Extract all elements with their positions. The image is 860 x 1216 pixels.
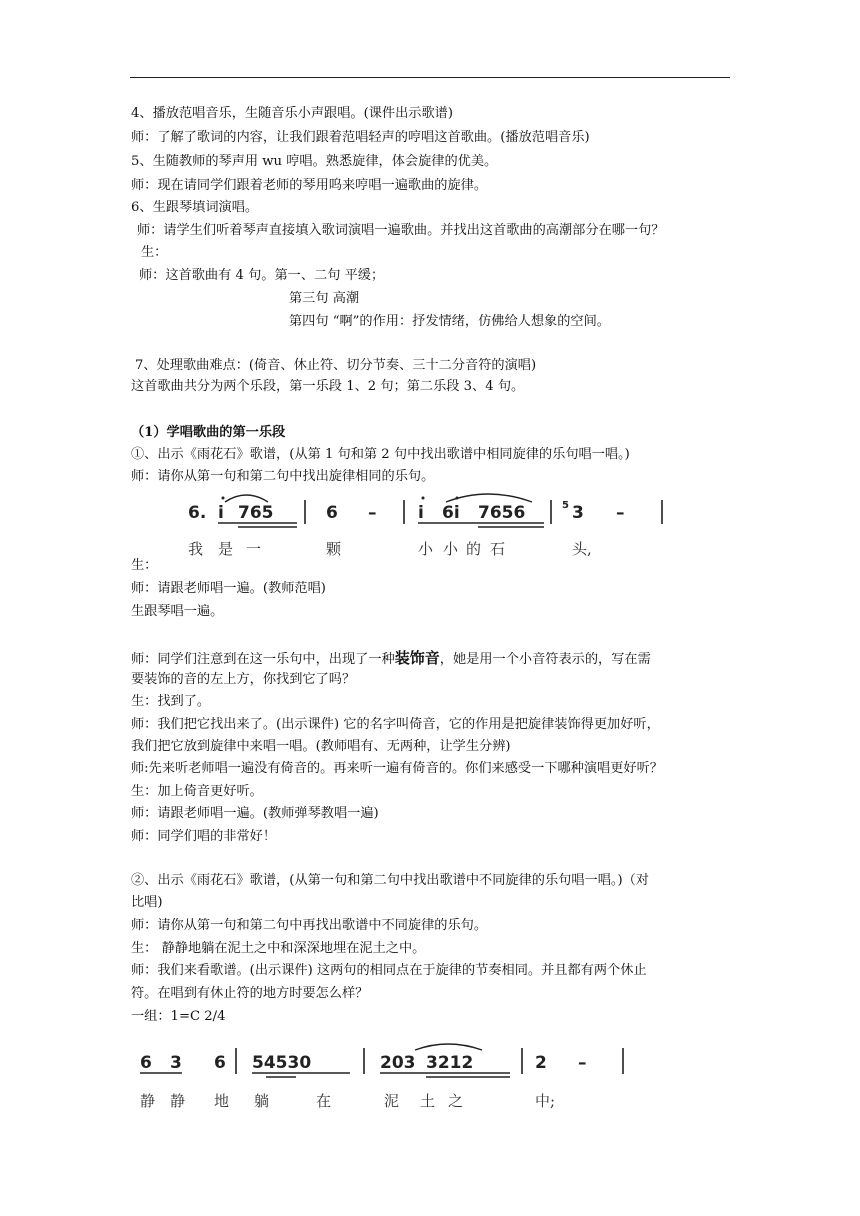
student-line: 生：找到了。 xyxy=(131,694,211,709)
lyric: 头, xyxy=(572,540,592,558)
teacher-line: 符。在唱到有休止符的地方时要怎么样？ xyxy=(131,986,369,1001)
note-dash: – xyxy=(368,503,377,523)
student-line: 生： 静静地躺在泥土之中和深深地埋在泥土之中。 xyxy=(131,941,426,956)
note-3: 3 xyxy=(170,1053,182,1073)
lyric: 静 xyxy=(170,1092,186,1110)
ornament-term: 装饰音 xyxy=(394,649,440,667)
teacher-line: 师：同学们唱的非常好！ xyxy=(131,829,277,844)
note-6i: 6i xyxy=(442,503,460,523)
teacher-line: 师：我们来看歌谱。(出示课件) 这两句的相同点在于旋律的节奏相同。并且都有两个休止 xyxy=(131,963,647,978)
note-dash: – xyxy=(578,1053,587,1073)
teacher-line: 师：请跟老师唱一遍。(教师弹琴教唱一遍) xyxy=(131,806,379,821)
teacher-line: 师:先来听老师唱一遍没有倚音的。再来听一遍有倚音的。你们来感受一下哪种演唱更好听？ xyxy=(131,761,663,776)
item-2: ②、出示《雨花石》歌谱，(从第一句和第二句中找出歌谱中不同旋律的乐句唱一唱。)（对 xyxy=(131,873,649,888)
lyric: 我 xyxy=(188,540,204,558)
step-6: 6、生跟琴填词演唱。 xyxy=(131,200,259,215)
teacher-line: 师：这首歌曲有 4 句。第一、二句 平缓； xyxy=(139,268,385,283)
section-heading: （1）学唱歌曲的第一乐段 xyxy=(131,425,286,440)
step-7: 7、处理歌曲难点：(倚音、休止符、切分节奏、三十二分音符的演唱) xyxy=(135,358,537,373)
teacher-line: 师：请你从第一句和第二句中再找出歌谱中不同旋律的乐句。 xyxy=(131,918,488,933)
step-5: 5、生随教师的琴声用 wu 哼唱。熟悉旋律，体会旋律的优美。 xyxy=(131,154,498,169)
lyric: 的 xyxy=(466,540,482,558)
note-54530: 54530 xyxy=(252,1053,312,1073)
student-line: 生：加上倚音更好听。 xyxy=(131,784,263,799)
note-i: i xyxy=(218,503,224,523)
section-note: 这首歌曲共分为两个乐段，第一乐段 1、2 句；第二乐段 3、4 句。 xyxy=(131,379,525,394)
teacher-line: 师：请学生们听着琴声直接填入歌词演唱一遍歌曲。并找出这首歌曲的高潮部分在哪一句？ xyxy=(137,223,665,238)
teacher-line: 师：了解了歌词的内容，让我们跟着范唱轻声的哼唱这首歌曲。(播放范唱音乐) xyxy=(131,130,590,145)
grace-note: 5 xyxy=(562,500,569,511)
lyric: 石 xyxy=(490,540,506,558)
item-2-cont: 比唱) xyxy=(131,895,163,910)
lyric: 躺 xyxy=(254,1092,270,1110)
lyric: 地 xyxy=(214,1092,230,1110)
note-2: 2 xyxy=(535,1053,547,1073)
note-765: 765 xyxy=(238,503,274,523)
lyric: 在 xyxy=(316,1092,332,1110)
lyric: 中; xyxy=(535,1092,556,1110)
header-rule xyxy=(130,77,730,78)
score-phrase-1 xyxy=(180,490,680,566)
note-203: 203 xyxy=(380,1053,416,1073)
lyric: 之 xyxy=(448,1092,464,1110)
student-line: 生： xyxy=(141,245,168,260)
teacher-line: 师：我们把它找出来了。(出示课件) 它的名字叫倚音，它的作用是把旋律装饰得更加好听， xyxy=(131,717,660,732)
phrase-three: 第三句 高潮 xyxy=(289,291,360,306)
teacher-line: 师：同学们注意到在这一乐句中，出现了一种装饰音，她是用一个小音符表示的，写在需 xyxy=(131,649,651,667)
group-key: 一组：1=C 2/4 xyxy=(131,1009,226,1024)
lyric: 小 xyxy=(443,540,459,558)
lyric: 是 xyxy=(218,540,234,558)
note-i: i xyxy=(418,503,424,523)
note-6: 6 xyxy=(326,503,338,523)
lyric: 一 xyxy=(246,540,262,558)
item-1: ①、出示《雨花石》歌谱，(从第 1 句和第 2 句中找出歌谱中相同旋律的乐句唱一唱。) xyxy=(131,447,630,462)
note-3: 3 xyxy=(572,503,584,523)
lyric: 颗 xyxy=(326,540,342,558)
lyric: 静 xyxy=(140,1092,156,1110)
teacher-line: 师：请跟老师唱一遍。(教师范唱) xyxy=(131,581,326,596)
note-3212: 3212 xyxy=(426,1053,474,1073)
teacher-line: 我们把它放到旋律中来唱一唱。(教师唱有、无两种，让学生分辨) xyxy=(131,739,511,754)
student-line: 生： xyxy=(131,558,158,573)
lyric: 泥 xyxy=(384,1092,400,1110)
lyric: 土 xyxy=(420,1092,436,1110)
note-6: 6 xyxy=(140,1053,152,1073)
lyric: 小 xyxy=(418,540,434,558)
student-line: 生跟琴唱一遍。 xyxy=(131,604,224,619)
teacher-line: 要装饰的音的左上方，你找到它了吗？ xyxy=(131,672,356,687)
phrase-four: 第四句 “啊”的作用：抒发情绪，仿佛给人想象的空间。 xyxy=(289,314,610,329)
note-6: 6 xyxy=(214,1053,226,1073)
teacher-line: 师：现在请同学们跟着老师的琴用呜来哼唱一遍歌曲的旋律。 xyxy=(131,178,488,193)
note-dash: – xyxy=(616,503,625,523)
note-6-dot: 6. xyxy=(188,503,207,523)
step-4: 4、播放范唱音乐，生随音乐小声跟唱。(课件出示歌谱) xyxy=(131,106,453,121)
score-phrase-2 xyxy=(130,1040,630,1116)
teacher-line: 师：请你从第一句和第二句中找出旋律相同的乐句。 xyxy=(131,469,435,484)
note-7656: 7656 xyxy=(478,503,526,523)
